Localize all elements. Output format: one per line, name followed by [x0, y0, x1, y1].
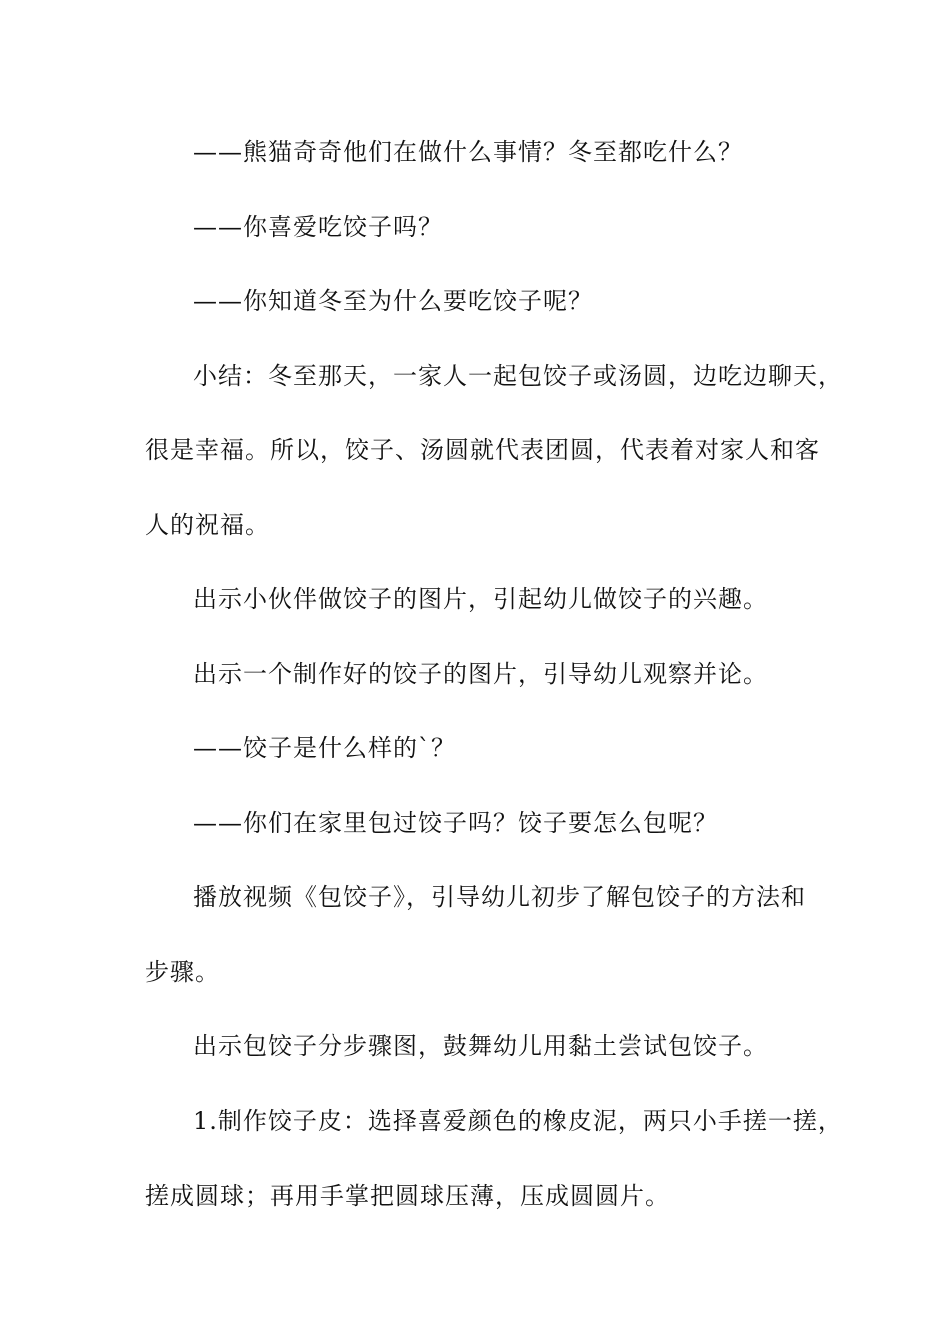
text-line: 搓成圆球；再用手掌把圆球压薄，压成圆圆片。 — [145, 1182, 670, 1210]
text-line: 出示小伙伴做饺子的图片，引起幼儿做饺子的兴趣。 — [193, 585, 768, 613]
text-line: 出示一个制作好的饺子的图片，引导幼儿观察并论。 — [193, 660, 768, 688]
text-line: 很是幸福。所以，饺子、汤圆就代表团圆，代表着对家人和客 — [145, 436, 820, 464]
text-line: ——你们在家里包过饺子吗？饺子要怎么包呢？ — [193, 809, 718, 837]
text-line: ——你喜爱吃饺子吗？ — [193, 213, 443, 241]
text-line: 1.制作饺子皮：选择喜爱颜色的橡皮泥，两只小手搓一搓， — [193, 1107, 843, 1135]
text-line: ——你知道冬至为什么要吃饺子呢？ — [193, 287, 593, 315]
text-line: 出示包饺子分步骤图，鼓舞幼儿用黏土尝试包饺子。 — [193, 1032, 768, 1060]
text-line: 播放视频《包饺子》，引导幼儿初步了解包饺子的方法和 — [193, 883, 806, 911]
text-line: ——熊猫奇奇他们在做什么事情？冬至都吃什么？ — [193, 138, 743, 166]
text-line: ——饺子是什么样的`？ — [193, 734, 456, 762]
text-line: 步骤。 — [145, 958, 220, 986]
text-line: 人的祝福。 — [145, 511, 270, 539]
text-line: 小结：冬至那天，一家人一起包饺子或汤圆，边吃边聊天， — [193, 362, 843, 390]
